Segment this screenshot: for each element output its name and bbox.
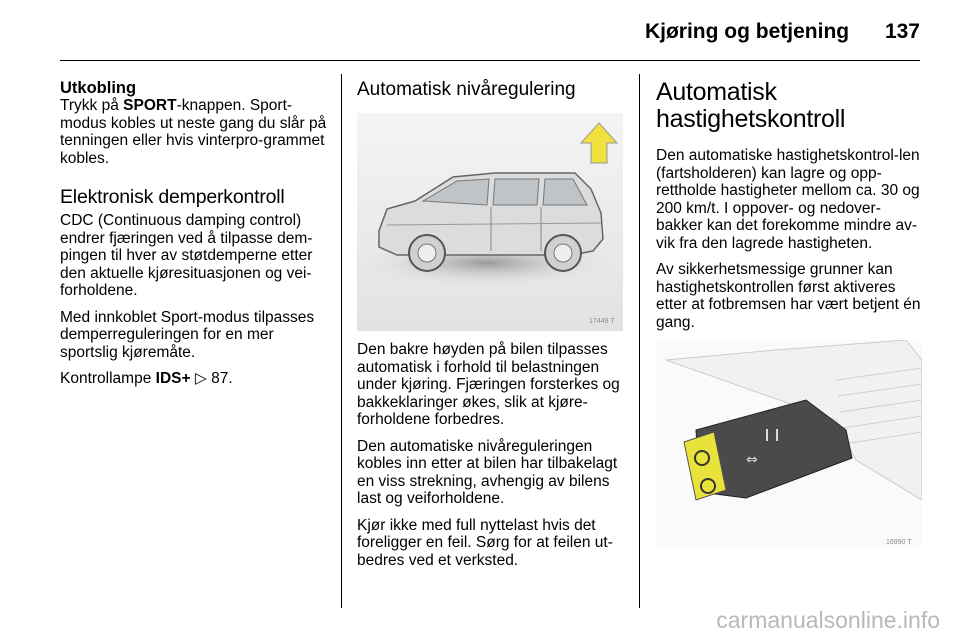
paragraph-utkobling: Trykk på SPORT-knappen. Sport-modus kobles ut neste gang du slår på tenningen eller hvis vinterpro-grammet kobles.	[60, 97, 327, 167]
car-figure	[357, 113, 623, 331]
arrows-icon: ⇔	[746, 452, 758, 468]
paragraph-hastighet-2: Av sikkerhetsmessige grunner kan hastighetskontrollen først aktiveres etter at fotbremsen har vært betjent én gang.	[656, 261, 921, 331]
paragraph-niva-1: Den bakre høyden på bilen tilpasses automatisk i forhold til belastningen under kjøring. Fjæringen forsterkes og bakkeklaringer økes, slik at kjøre-forholdene forbedres.	[357, 341, 620, 428]
heading-utkobling: Utkobling	[60, 79, 137, 97]
arrow-ref-icon: ▷	[194, 370, 207, 387]
column-divider-2	[639, 74, 640, 608]
paragraph-hastighet-1: Den automatiske hastighetskontrol-len (fartsholderen) kan lagre og opp-rettholde hastigheter mellom ca. 30 og 200 km/t. I oppover- og nedover-bakker kan det forekomme mindre av-vik fra den lagrede hastigheten.	[656, 147, 920, 252]
column-2	[357, 79, 627, 578]
watermark: carmanualsonline.info	[716, 607, 940, 633]
switch-icon: ❙❙	[762, 427, 783, 441]
section-title: Kjøring og betjening	[644, 20, 850, 43]
heading-hastighetskontroll: Automatisk hastighetskontroll	[656, 78, 846, 133]
column-1	[60, 79, 330, 397]
column-3	[656, 79, 926, 548]
header-rule	[60, 60, 920, 61]
figure-code: 16990 T	[886, 539, 912, 546]
lever-figure	[656, 340, 922, 548]
heading-nivaregulering: Automatisk nivåregulering	[357, 79, 576, 100]
column-divider-1	[341, 74, 342, 608]
page-number: 137	[884, 20, 920, 43]
page-header	[645, 20, 920, 44]
paragraph-niva-3: Kjør ikke med full nyttelast hvis det foreligger en feil. Sørg for at feilen ut-bedres ved et verksted.	[357, 516, 613, 569]
paragraph-kontrollampe: Kontrollampe IDS+ ▷ 87.	[60, 370, 233, 387]
figure-code: 17449 T	[589, 318, 615, 325]
paragraph-niva-2: Den automatiske nivåreguleringen kobles inn etter at bilen har tilbakelagt en viss strekning, avhengig av bilens last og veiforholdene.	[357, 437, 618, 507]
paragraph-cdc: CDC (Continuous damping control) endrer fjæringen ved å tilpasse dem-pingen til hver av støtdemperne etter den aktuelle kjøresituasjonen og vei-forholdene.	[60, 212, 313, 299]
paragraph-sport: Med innkoblet Sport-modus tilpasses demperreguleringen for en mer sportslig kjøremåte.	[60, 308, 315, 361]
heading-cdc: Elektronisk demperkontroll	[60, 186, 285, 208]
